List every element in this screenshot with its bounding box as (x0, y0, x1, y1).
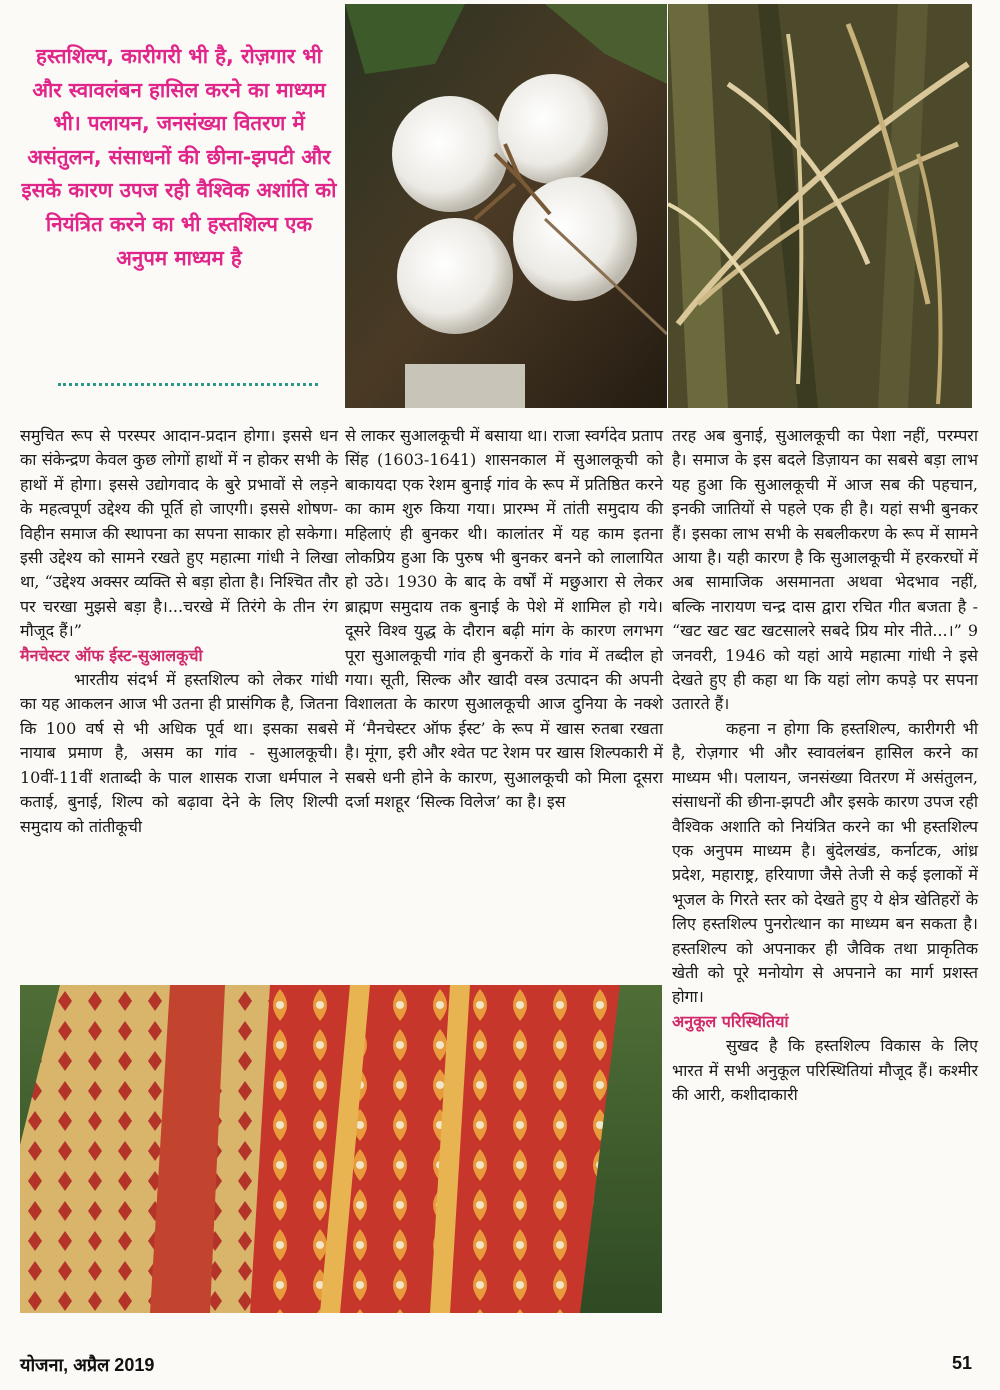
section-heading-favourable-conditions: अनुकूल परिस्थितियां (672, 1011, 789, 1031)
rice-stalks-photo (668, 4, 972, 408)
column1-paragraph-2: भारतीय संदर्भ में हस्तशिल्प को लेकर गांधी का यह आकलन आज भी उतना ही प्रासंगिक है, जितना कि 100 वर्ष से भी अधिक पूर्व था। इसका सबसे नायाब प्रमाण है, असम का गांव - सुआलकूची। 10वीं-11वीं शताब्दी के पाल शासक राजा धर्मपाल ने कताई, बुनाई, शिल्प को बढ़ावा देने के लिए शिल्पी समुदाय को तांतीकूची (20, 670, 338, 836)
pull-quote: हस्तशिल्प, कारीगरी भी है, रोज़गार भी और स्वावलंबन हासिल करने का माध्यम भी। पलायन, जनसंख्या वितरण में असंतुलन, संसाधनों की छीना-झपटी और इसके कारण उपज रही वैश्विक अशांति को नियंत्रित करने का भी हस्तशिल्प एक अनुपम माध्यम है (21, 44, 337, 270)
column3-paragraph-3: सुखद है कि हस्तशिल्प विकास के लिए भारत में सभी अनुकूल परिस्थितियां मौजूद हैं। कश्मीर की आरी, कशीदाकारी (672, 1036, 978, 1104)
article-column-1 (20, 424, 338, 839)
magazine-footer: योजना, अप्रैल 2019 (20, 1355, 155, 1375)
section-heading-manchester-of-east: मैनचेस्टर ऑफ ईस्ट-सुआलकूची (20, 645, 203, 665)
pull-quote-divider (58, 383, 318, 386)
page-number: 51 (952, 1353, 973, 1373)
column3-paragraph-2: कहना न होगा कि हस्तशिल्प, कारीगरी भी है, रोज़गार भी और स्वावलंबन हासिल करने का माध्यम भी। पलायन, जनसंख्या वितरण में असंतुलन, संसाधनों की छीना-झपटी और इसके कारण उपज रही वैश्विक अशाति को नियंत्रित करने का भी हस्तशिल्प एक अनुपम माध्यम है। बुंदेलखंड, कर्नाटक, आंध्र प्रदेश, महाराष्ट्र, हरियाणा जैसे तेजी से कई इलाकों में भूजल के गिरते स्तर को देखते हुए ये क्षेत्र खेतिहरों के लिए हस्तशिल्प पुनरोत्थान का माध्यम बन सकता है। हस्तशिल्प को अपनाकर ही जैविक तथा प्राकृतिक खेती को पूरे मनोयोग से अपनाने का मार्ग प्रशस्त होगा। (672, 718, 978, 1007)
cotton-boll-photo (345, 4, 667, 408)
article-column-2 (345, 424, 663, 815)
article-column-3 (672, 424, 978, 1107)
silk-saree-photo (20, 985, 662, 1313)
column3-paragraph-1: तरह अब बुनाई, सुआलकूची का पेशा नहीं, परम्परा है। समाज के इस बदले डिज़ायन का सबसे बड़ा लाभ यह हुआ कि सुआलकूची में आज सब की पहचान, इनकी जातियों से पहले एक ही है। यहां सभी बुनकर हैं। इसका लाभ सभी के सबलीकरण के रूप में सामने आया है। यही कारण है कि सुआलकूची में हरकरघों में अब सामाजिक असमानता अथवा भेदभाव नहीं, बल्कि नारायण चन्द्र दास द्वारा रचित गीत बजता है - “खट खट खट खटसालरे सबदे प्रिय मोर नीते...।” 9 जनवरी, 1946 को यहां आये महात्मा गांधी ने इसे देखते हुए ही कहा था कि यहां लोग कपड़े पर सपना उतारते हैं। (672, 426, 978, 714)
column2-paragraph-1: से लाकर सुआलकूची में बसाया था। राजा स्वर्गदेव प्रताप सिंह (1603-1641) शासनकाल में सुआलकूची को बाकायदा एक रेशम बुनाई गांव के रूप में प्रतिष्ठित करने का काम शुरु किया गया। प्रारम्भ में तांती समुदाय की महिलाएं ही बुनकर थी। कालांतर में यह काम इतना लोकप्रिय हुआ कि पुरुष भी बुनकर बनने को लालायित हो उठे। 1930 के बाद के वर्षों में मछुआरा से लेकर ब्राह्मण समुदाय तक बुनाई के पेशे में शामिल हो गये। दूसरे विश्व युद्ध के दौरान बढ़ी मांग के कारण लगभग पूरा सुआलकूची गांव ही बुनकरों के गांव में तब्दील हो गया। सूती, सिल्क और खादी वस्त्र उत्पादन की अपनी विशालता के कारण सुआलकूची आज दुनिया के नक्शे में ‘मैनचेस्टर ऑफ ईस्ट’ के रूप में खास रुतबा रखता है। मूंगा, इरी और श्वेत पट रेशम पर खास शिल्पकारी में सबसे धनी होने के कारण, सुआलकूची को मिला दूसरा दर्जा मशहूर ‘सिल्क विलेज’ का है। इस (345, 426, 663, 812)
column1-paragraph-1: समुचित रूप से परस्पर आदान-प्रदान होगा। इससे धन का संकेन्द्रण केवल कुछ लोगों हाथों में न होकर सभी के हाथों में होगा। इससे उद्योगवाद के बुरे प्रभावों से लड़ने के महत्वपूर्ण उद्देश्य की पूर्ति हो जाएगी। इससे शोषण-विहीन समाज की स्थापना का सपना साकार हो सकेगा। इसी उद्देश्य को सामने रखते हुए महात्मा गांधी ने लिखा था, “उद्देश्य अक्सर व्यक्ति से बड़ा होता है। निश्चित तौर पर चरखा मुझसे बड़ा है।...चरखे में तिरंगे के तीन रंग मौजूद हैं।” (20, 426, 338, 641)
